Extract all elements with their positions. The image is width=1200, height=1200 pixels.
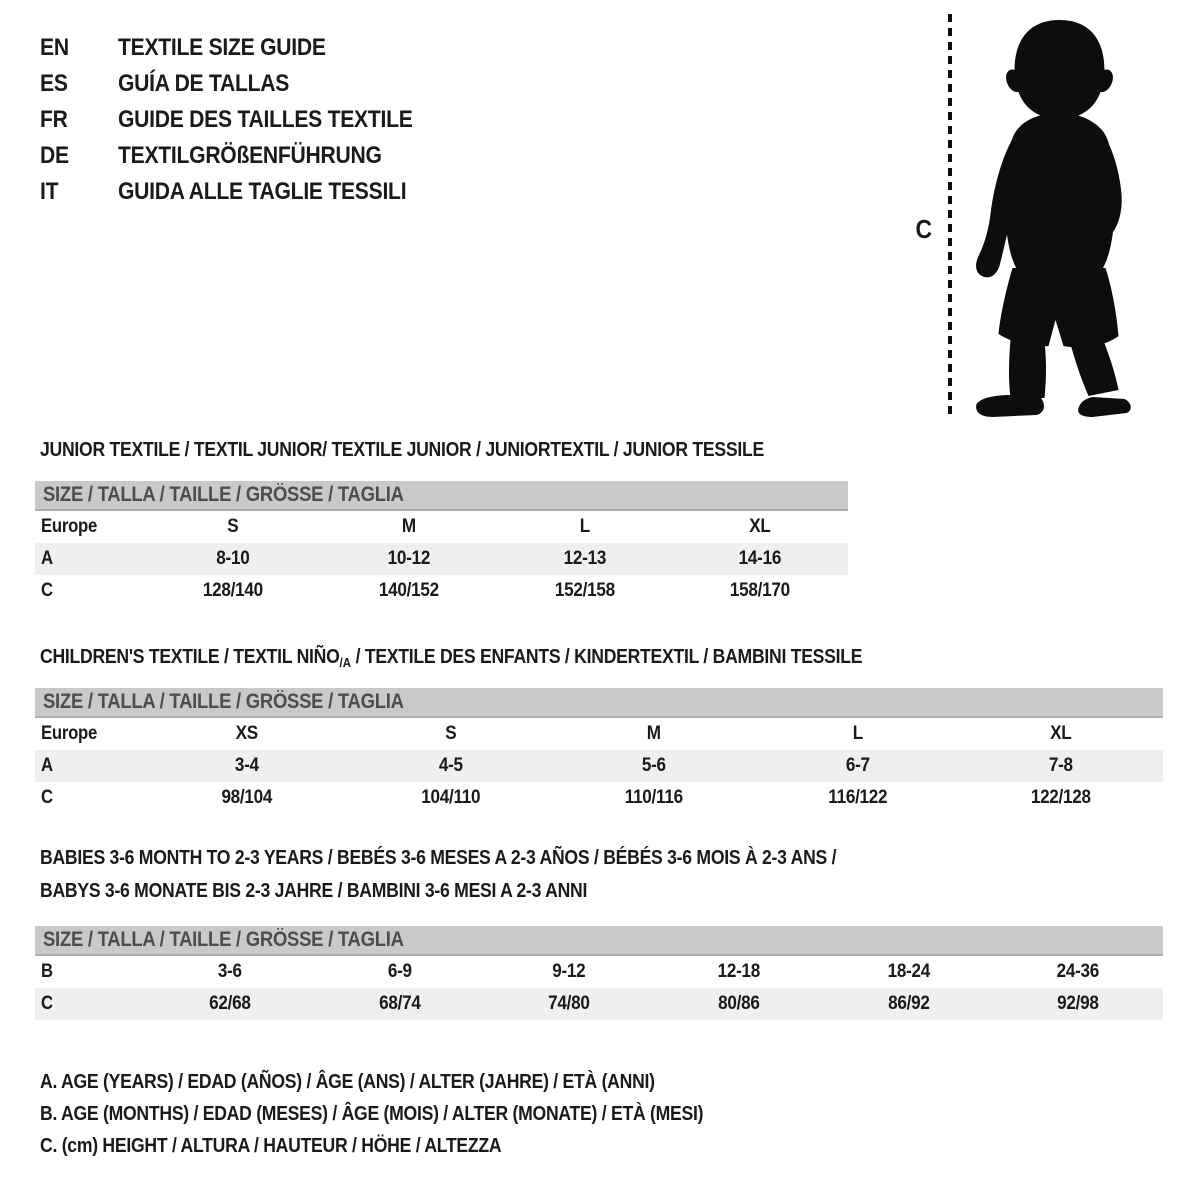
height-value: 152/158 [554,580,615,601]
height-value: 62/68 [209,993,251,1014]
size-header-bar [35,481,848,511]
size-header-bar [35,926,1163,956]
size-value: XL [749,516,771,537]
row-label: B [41,961,53,982]
babies-section-title: BABIES 3-6 MONTH TO 2-3 YEARS / BEBÉS 3-6 MESES A 2-3 AÑOS / BÉBÉS 3-6 MOIS À 2-3 ANS / BABYS 3-6 MONATE BIS 2-3 JAHRE / BAMBINI 3-6 MESI A 2-3 ANNI [40,847,837,902]
height-value: 128/140 [202,580,263,601]
language-code: IT [40,178,59,205]
size-value: M [646,723,661,744]
age-months-value: 18-24 [887,961,930,982]
age-value: 8-10 [216,548,250,569]
language-code: DE [40,142,69,169]
table-row-europe [35,718,1163,750]
age-value: 3-4 [234,755,259,776]
babies-size-table [35,926,1163,1020]
language-row-es [40,66,453,102]
junior-size-table [35,481,848,607]
legend-line-a: A. AGE (YEARS) / EDAD (AÑOS) / ÂGE (ANS) / ALTER (JAHRE) / ETÀ (ANNI) [40,1070,655,1093]
height-value: 74/80 [548,993,590,1014]
size-header-bar [35,688,1163,718]
size-header-label: SIZE / TALLA / TAILLE / GRÖSSE / TAGLIA [43,690,404,713]
height-value: 80/86 [718,993,760,1014]
size-value: M [401,516,416,537]
height-value: 68/74 [378,993,421,1014]
age-value: 6-7 [845,755,870,776]
height-value: 116/122 [828,787,888,808]
toddler-silhouette-image [963,16,1141,418]
row-label: C [41,580,53,601]
row-label: C [41,787,53,808]
age-months-value: 9-12 [552,961,586,982]
row-label: Europe [41,723,98,744]
guide-title-en: TEXTILE SIZE GUIDE [118,34,326,61]
language-row-de [40,138,453,174]
language-row-en [40,30,453,66]
table-row-height [35,988,1163,1020]
language-code: FR [40,106,68,133]
height-value: 104/110 [420,787,480,808]
legend-line-b: B. AGE (MONTHS) / EDAD (MESES) / ÂGE (MOIS) / ALTER (MONATE) / ETÀ (MESI) [40,1102,704,1125]
table-row-age-months [35,956,1163,988]
size-value: S [444,723,456,744]
size-value: L [579,516,590,537]
legend-line-c: C. (cm) HEIGHT / ALTURA / HAUTEUR / HÖHE / ALTEZZA [40,1134,502,1157]
age-value: 4-5 [438,755,463,776]
row-label: Europe [41,516,98,537]
age-months-value: 12-18 [717,961,761,982]
row-label: A [41,755,53,776]
junior-section-title: JUNIOR TEXTILE / TEXTIL JUNIOR/ TEXTILE JUNIOR / JUNIORTEXTIL / JUNIOR TESSILE [40,439,764,461]
table-row-europe [35,511,848,543]
language-code: EN [40,34,69,61]
guide-title-es: GUÍA DE TALLAS [118,70,290,97]
height-measure-label: C [915,214,932,244]
age-months-value: 24-36 [1056,961,1100,982]
age-value: 12-13 [563,548,606,569]
language-code: ES [40,70,68,97]
size-value: XS [235,723,258,744]
height-value: 158/170 [730,580,791,601]
row-label: A [41,548,53,569]
height-value: 92/98 [1057,993,1099,1014]
height-value: 110/116 [624,787,683,808]
size-value: L [852,723,863,744]
size-value: XL [1050,723,1072,744]
size-header-label: SIZE / TALLA / TAILLE / GRÖSSE / TAGLIA [43,483,404,506]
age-value: 7-8 [1049,755,1074,776]
age-value: 14-16 [738,548,782,569]
table-row-height [35,575,848,607]
age-months-value: 3-6 [217,961,242,982]
row-label: C [41,993,53,1014]
guide-title-it: GUIDA ALLE TAGLIE TESSILI [118,178,407,205]
height-measure-dashed-line [948,14,952,418]
measurement-legend [40,1066,794,1162]
children-section-title: CHILDREN'S TEXTILE / TEXTIL $NIÑO_{/A}$ / TEXTILE DES ENFANTS / KINDERTEXTIL / BAMBINI TESSILE [40,646,863,670]
height-value: 98/104 [221,787,273,808]
language-row-it [40,174,453,210]
language-row-fr [40,102,453,138]
nino-a-subscript: /A [339,655,351,670]
height-value: 122/128 [1031,787,1092,808]
age-months-value: 6-9 [387,961,412,982]
age-value: 10-12 [387,548,430,569]
guide-title-de: TEXTILGRÖßENFÜHRUNG [118,142,382,169]
table-row-age [35,750,1163,782]
age-value: 5-6 [642,755,666,776]
size-value: S [227,516,239,537]
language-title-list [40,30,453,210]
table-row-height [35,782,1163,814]
children-size-table [35,688,1163,814]
size-header-label: SIZE / TALLA / TAILLE / GRÖSSE / TAGLIA [43,928,404,951]
table-row-age [35,543,848,575]
height-value: 140/152 [378,580,439,601]
height-value: 86/92 [887,993,930,1014]
guide-title-fr: GUIDE DES TAILLES TEXTILE [118,106,413,133]
